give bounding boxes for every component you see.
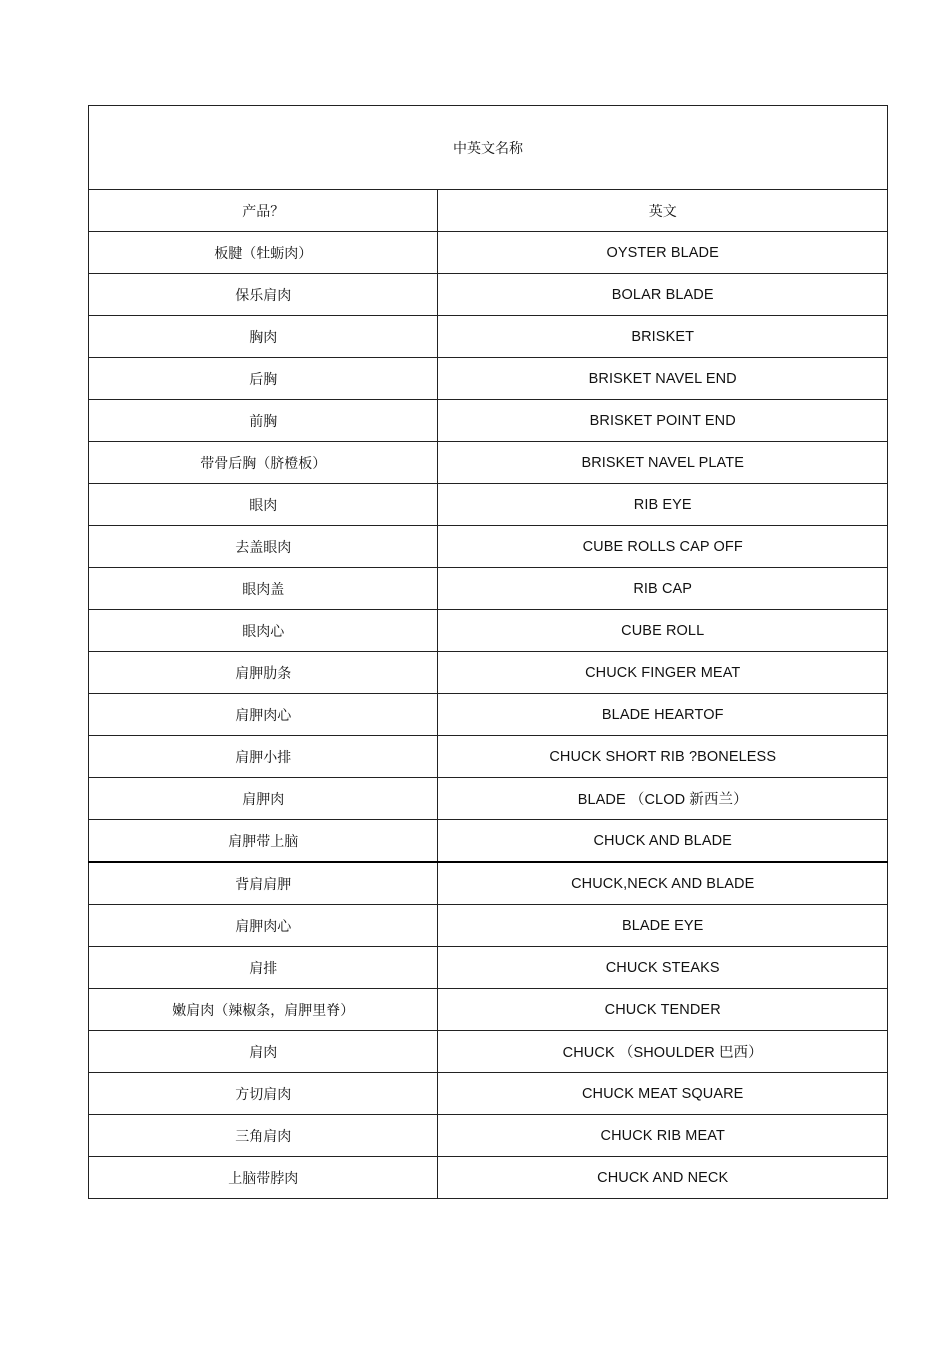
table-row: [89, 1115, 888, 1157]
cell-chinese-name: 肩胛肋条: [89, 652, 438, 694]
table-row: [89, 232, 888, 274]
table-row: [89, 820, 888, 863]
table-row: [89, 989, 888, 1031]
cell-chinese-name: 胸肉: [89, 316, 438, 358]
header-product: 产品？: [89, 190, 438, 232]
beef-cuts-table: [88, 105, 888, 1199]
table-row: [89, 694, 888, 736]
cell-english-name: RIB EYE: [438, 484, 888, 526]
cell-chinese-name: 眼肉盖: [89, 568, 438, 610]
cell-chinese-name: 肩胛带上脑: [89, 820, 438, 863]
table-title: 中英文名称: [89, 106, 888, 190]
cell-chinese-name: 上脑带脖肉: [89, 1157, 438, 1199]
cell-chinese-name: 保乐肩肉: [89, 274, 438, 316]
table-row: [89, 1031, 888, 1073]
table-row: [89, 358, 888, 400]
table-row: [89, 778, 888, 820]
cell-english-name: BRISKET NAVEL PLATE: [438, 442, 888, 484]
table-row: [89, 905, 888, 947]
cell-english-name: CHUCK AND NECK: [438, 1157, 888, 1199]
cell-chinese-name: 去盖眼肉: [89, 526, 438, 568]
table-row: [89, 526, 888, 568]
cell-english-name: CHUCK SHORT RIB ?BONELESS: [438, 736, 888, 778]
cell-chinese-name: 肩胛肉心: [89, 694, 438, 736]
cell-chinese-name: 嫩肩肉（辣椒条，肩胛里脊）: [89, 989, 438, 1031]
cell-chinese-name: 带骨后胸（脐橙板）: [89, 442, 438, 484]
cell-english-name: BLADE EYE: [438, 905, 888, 947]
cell-english-name: CHUCK RIB MEAT: [438, 1115, 888, 1157]
cell-chinese-name: 三角肩肉: [89, 1115, 438, 1157]
table-row: [89, 442, 888, 484]
table-row: [89, 568, 888, 610]
cell-english-name: BRISKET: [438, 316, 888, 358]
cell-english-name: BOLAR BLADE: [438, 274, 888, 316]
cell-chinese-name: 肩胛肉: [89, 778, 438, 820]
cell-english-name: CUBE ROLL: [438, 610, 888, 652]
table-title-row: [89, 106, 888, 190]
cell-english-name: BLADE HEARTOF: [438, 694, 888, 736]
table-body: [89, 106, 888, 1199]
cell-english-name: BRISKET NAVEL END: [438, 358, 888, 400]
cell-english-name: CUBE ROLLS CAP OFF: [438, 526, 888, 568]
table-header-row: [89, 190, 888, 232]
header-english: 英文: [438, 190, 888, 232]
table-row: [89, 610, 888, 652]
cell-chinese-name: 背肩肩胛: [89, 862, 438, 905]
table-row: [89, 400, 888, 442]
cell-chinese-name: 方切肩肉: [89, 1073, 438, 1115]
cell-english-name: OYSTER BLADE: [438, 232, 888, 274]
table-row: [89, 736, 888, 778]
cell-chinese-name: 后胸: [89, 358, 438, 400]
table-row: [89, 1073, 888, 1115]
cell-chinese-name: 肩胛肉心: [89, 905, 438, 947]
cell-english-name: CHUCK AND BLADE: [438, 820, 888, 863]
cell-english-name: BLADE （CLOD 新西兰）: [438, 778, 888, 820]
table-row: [89, 274, 888, 316]
cell-english-name: CHUCK,NECK AND BLADE: [438, 862, 888, 905]
cell-english-name: CHUCK （SHOULDER 巴西）: [438, 1031, 888, 1073]
cell-chinese-name: 肩胛小排: [89, 736, 438, 778]
table-row: [89, 652, 888, 694]
table-row: [89, 484, 888, 526]
cell-english-name: RIB CAP: [438, 568, 888, 610]
cell-english-name: CHUCK STEAKS: [438, 947, 888, 989]
table-row: [89, 947, 888, 989]
table-row: [89, 1157, 888, 1199]
cell-chinese-name: 板腱（牡蛎肉）: [89, 232, 438, 274]
cell-chinese-name: 肩排: [89, 947, 438, 989]
cell-english-name: CHUCK MEAT SQUARE: [438, 1073, 888, 1115]
cell-chinese-name: 眼肉: [89, 484, 438, 526]
cell-english-name: CHUCK TENDER: [438, 989, 888, 1031]
table-row: [89, 316, 888, 358]
cell-english-name: CHUCK FINGER MEAT: [438, 652, 888, 694]
cell-chinese-name: 眼肉心: [89, 610, 438, 652]
table-row: [89, 862, 888, 905]
cell-english-name: BRISKET POINT END: [438, 400, 888, 442]
cell-chinese-name: 肩肉: [89, 1031, 438, 1073]
cell-chinese-name: 前胸: [89, 400, 438, 442]
